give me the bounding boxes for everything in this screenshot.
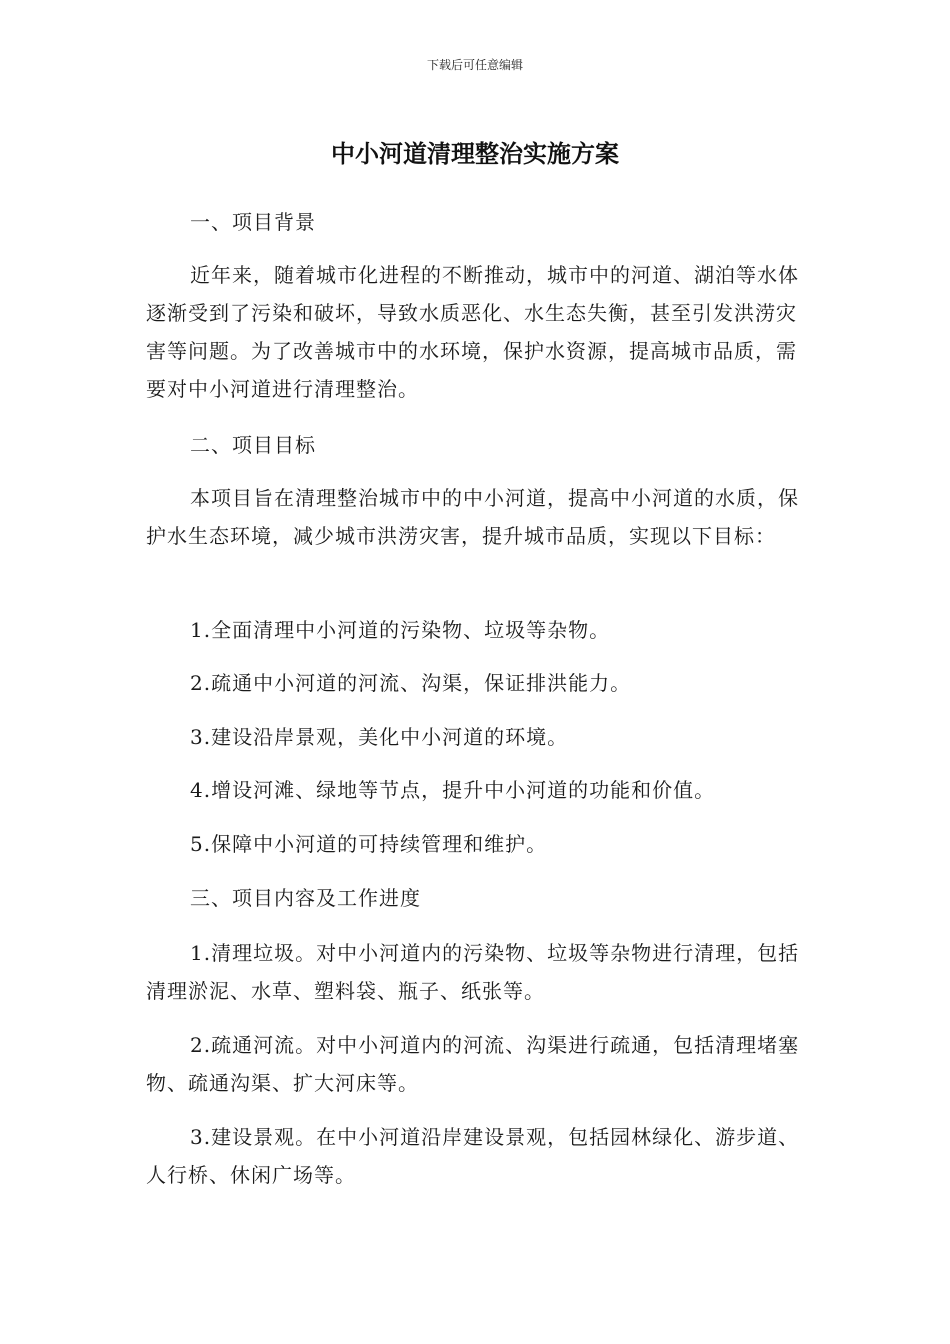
section-1-body: 近年来，随着城市化进程的不断推动，城市中的河道、湖泊等水体逐渐受到了污染和破坏，导致水质恶化、水生态失衡，甚至引发洪涝灾害等问题。为了改善城市中的水环境，保护水资源，提高城市品质，需要对中小河道进行清理整治。 [146,263,799,401]
section-3-heading: 三、项目内容及工作进度 [190,886,421,910]
task-item-1: 1.清理垃圾。对中小河道内的污染物、垃圾等杂物进行清理，包括清理淤泥、水草、塑料袋、瓶子、纸张等。 [146,941,800,1003]
task-item-2: 2.疏通河流。对中小河道内的河流、沟渠进行疏通，包括清理堵塞物、疏通沟渠、扩大河床等。 [146,1033,800,1095]
task-item-3: 3.建设景观。在中小河道沿岸建设景观，包括园林绿化、游步道、人行桥、休闲广场等。 [146,1125,800,1187]
goal-item-1: 1.全面清理中小河道的污染物、垃圾等杂物。 [190,618,611,642]
goal-item-2: 2.疏通中小河道的河流、沟渠，保证排洪能力。 [190,671,632,695]
section-2-body: 本项目旨在清理整治城市中的中小河道，提高中小河道的水质，保护水生态环境，减少城市洪涝灾害，提升城市品质，实现以下目标： [146,486,799,548]
goal-item-5: 5.保障中小河道的可持续管理和维护。 [190,832,548,856]
goal-item-4: 4.增设河滩、绿地等节点，提升中小河道的功能和价值。 [190,778,716,802]
goal-item-3: 3.建设沿岸景观，美化中小河道的环境。 [190,725,569,749]
section-1-heading: 一、项目背景 [190,210,316,234]
section-2-heading: 二、项目目标 [190,433,316,457]
document-title: 中小河道清理整治实施方案 [331,140,619,168]
header-note: 下载后可任意编辑 [426,58,523,72]
